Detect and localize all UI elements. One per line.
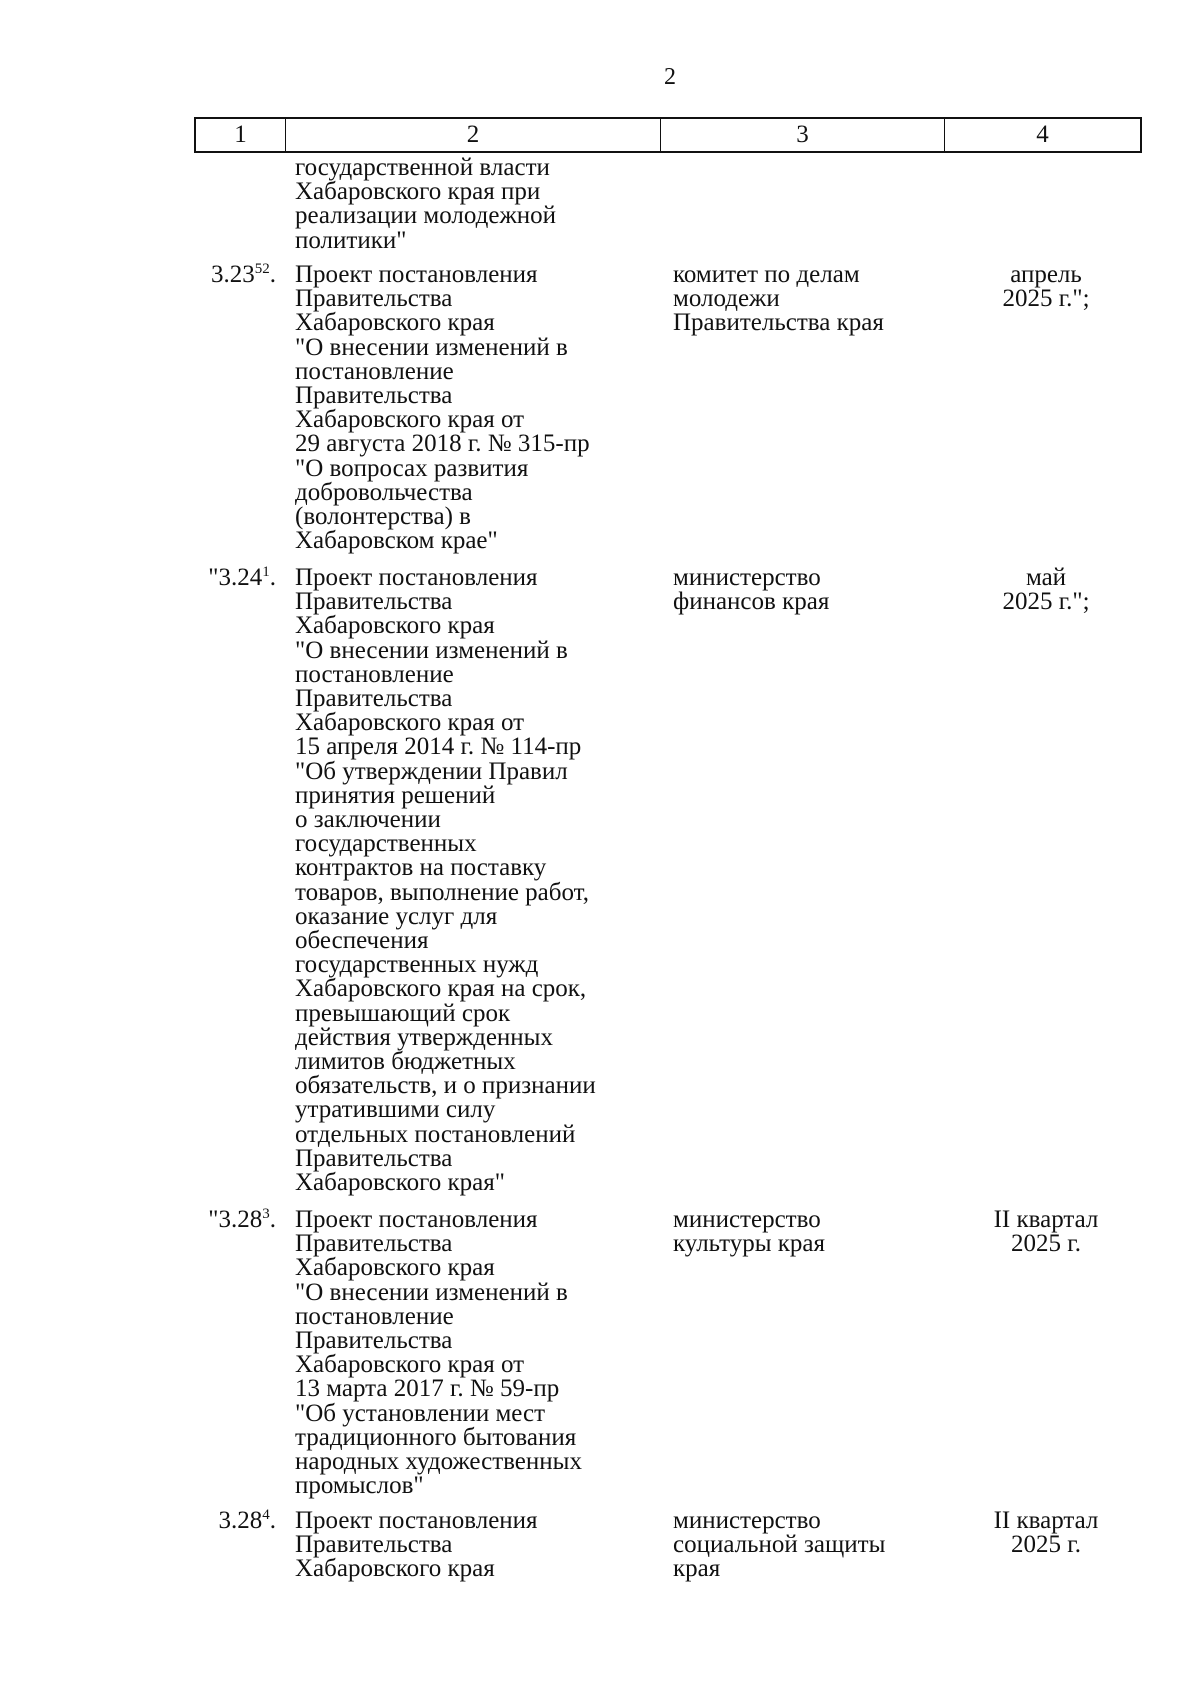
table-header: [194, 117, 1142, 153]
row-document-name: Проект постановления Правительства Хабаровского края "О внесении изменений в постановление Правительства Хабаровского края от 15 апреля 2014 г. № 114-пр "Об утверждении Правил принятия решений о заключении государственных контрактов на поставку товаров, выполнение работ, оказание услуг для обеспечения государственных нужд Хабаровского края на срок, превышающий срок действия утвержденных лимитов бюджетных обязательств, и о признании утратившими силу отдельных постановлений Правительства Хабаровского края": [295, 564, 596, 1197]
row-executor: министерство финансов края: [673, 564, 830, 616]
row-deadline: II квартал 2025 г.: [993, 1206, 1099, 1258]
row-executor: министерство культуры края: [673, 1206, 826, 1258]
row-number: 3.28$^4$.: [218, 1507, 276, 1534]
page-number: 2: [664, 64, 676, 90]
row-document-name: Проект постановления Правительства Хабаровского края "О внесении изменений в постановление Правительства Хабаровского края от 13 марта 2017 г. № 59-пр "Об установлении мест традиционного бытования народных художественных промыслов": [295, 1206, 582, 1500]
row-executor: комитет по делам молодежи Правительства края: [673, 261, 884, 337]
row-number: 3.23$^{52}$.: [211, 261, 276, 288]
column-header-2: 2: [286, 119, 661, 151]
row-deadline: апрель 2025 г.";: [1002, 261, 1090, 313]
row-executor: министерство социальной защиты края: [673, 1507, 886, 1583]
row-deadline: май 2025 г.";: [1002, 564, 1090, 616]
row-document-name: Проект постановления Правительства Хабаровского края: [295, 1507, 538, 1583]
row-number: "3.28$^3$.: [208, 1206, 276, 1233]
continuation-text: государственной власти Хабаровского края при реализации молодежной политики": [295, 154, 557, 254]
row-deadline: II квартал 2025 г.: [993, 1507, 1099, 1559]
column-header-4: 4: [1036, 121, 1049, 148]
row-document-name: Проект постановления Правительства Хабаровского края "О внесении изменений в постановление Правительства Хабаровского края от 29 августа 2018 г. № 315-пр "О вопросах развития добровольчества (волонтерства) в Хабаровском крае": [295, 261, 590, 555]
row-number: "3.24$^1$.: [208, 564, 276, 591]
column-header-3: 3: [661, 119, 945, 151]
column-header-1: 1: [196, 119, 286, 151]
